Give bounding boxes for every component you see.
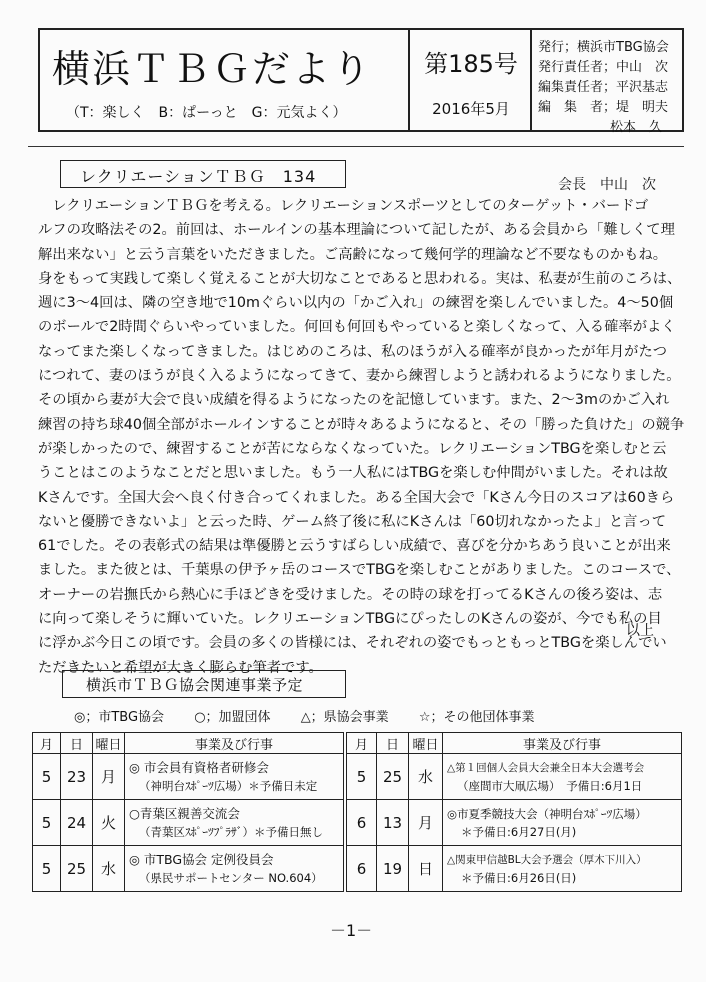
- cell-event: [125, 800, 344, 846]
- legend-other: ☆；その他団体事業: [418, 710, 535, 725]
- header-divider: [28, 146, 684, 147]
- col-weekday: 曜日: [93, 733, 125, 754]
- col-weekday: 曜日: [409, 733, 443, 754]
- cell-weekday: 月: [409, 800, 443, 846]
- article-line: に浮かぶ今日この頃です。会員の多くの皆様には、それぞれの姿でもっともっとTBGを楽しんでい: [38, 635, 667, 652]
- article-line: ルフの攻略法その2。前回は、ホールインの基本理論について記したが、ある会員から「難しくて理: [38, 222, 675, 239]
- cell-month: 5: [33, 846, 61, 892]
- credit-publisher: 発行；横浜市TBG協会: [538, 40, 669, 55]
- table-row: [33, 800, 344, 846]
- table-row: [347, 754, 682, 800]
- article-line: 61でした。その表彰式の結果は準優勝と云うすばらしい成績で、喜びを分かちあう良いことが出来: [38, 538, 671, 555]
- credit-editor: 編 集 者；堤 明夫: [538, 100, 669, 115]
- cell-day: 25: [377, 754, 409, 800]
- legend-city: ◎；市TBG協会: [74, 710, 165, 725]
- col-event: 事業及び行事: [443, 733, 682, 754]
- cell-day: 23: [61, 754, 93, 800]
- event-title: △第１回個人会員大会兼全日本大会選考会: [447, 761, 645, 774]
- article-line: 週に3～4回は、隣の空き地で10mぐらい以内の「かご入れ」の練習を楽しんでいました。4～50個: [38, 295, 674, 312]
- table-row: [33, 754, 344, 800]
- page-number: －1－: [330, 921, 373, 940]
- cell-event: [125, 846, 344, 892]
- cell-weekday: 水: [409, 754, 443, 800]
- event-detail: ＊予備日:6月26日(日): [461, 870, 577, 885]
- event-title: △関東甲信越BL大会予選会（厚木下川入）: [447, 853, 647, 866]
- article-line: に向って楽しそうに輝いていた。レクリエーションTBGにぴったしのKさんの姿が、今でも私の目: [38, 611, 662, 628]
- legend-member-group: ○；加盟団体: [194, 710, 271, 725]
- cell-month: 5: [33, 754, 61, 800]
- cell-month: 6: [347, 846, 377, 892]
- schedule-table-left: [32, 732, 344, 892]
- event-title: ○青葉区親善交流会: [129, 805, 240, 821]
- cell-event: [443, 754, 682, 800]
- article-line: ました。また彼とは、千葉県の伊予ヶ岳のコースでTBGを楽しむことがありました。このコースで、: [38, 562, 681, 579]
- schedule-title: 横浜市ＴＢＧ協会関連事業予定: [86, 676, 304, 694]
- article-line: 解出来ない」と云う言葉をいただきました。ご高齢になって幾何学的理論など不要なものかもね。: [38, 246, 668, 263]
- event-title: ◎ 市会員有資格者研修会: [129, 759, 269, 775]
- article-line: Kさんです。全国大会へ良く付き合ってくれました。ある全国大会で「Kさん今日のスコアは60きら: [38, 489, 675, 506]
- table-row: [347, 846, 682, 892]
- article-line: うことはこのようなことだと思いました。もう一人私にはTBGを楽しむ仲間がいました。それは故: [38, 465, 668, 482]
- cell-month: 5: [347, 754, 377, 800]
- credit-editor-in-chief: 編集責任者；平沢基志: [538, 80, 669, 95]
- article-line: なってまた楽しくなってきました。はじめのころは、私のほうが入る確率が良かったが年月がたつ: [38, 343, 668, 360]
- event-detail: ＊予備日:6月27日(月): [461, 824, 577, 839]
- col-event: 事業及び行事: [125, 733, 344, 754]
- cell-month: 5: [33, 800, 61, 846]
- article-line: につれて、妻のほうが良く入るようになってきて、妻から練習しようと誘われるようになりました。: [38, 368, 681, 385]
- cell-day: 13: [377, 800, 409, 846]
- cell-day: 25: [61, 846, 93, 892]
- table-header-row: [347, 733, 682, 754]
- event-title: ◎市夏季競技大会（神明台ｽﾎﾟｰﾂ広場）: [447, 806, 647, 821]
- article-line: ただきたいと希望が大きく膨らむ筆者です。: [38, 659, 323, 676]
- credit-editor-2: 松本 久: [610, 120, 663, 135]
- schedule-table-right: [346, 732, 682, 892]
- credit-publishing-manager: 発行責任者；中山 次: [538, 60, 669, 75]
- table-row: [347, 800, 682, 846]
- issue-number: 第185号: [424, 50, 518, 78]
- article-author: 会長 中山 次: [558, 177, 656, 193]
- article-line: のボールで2時間ぐらいやっていました。何回も何回もやっていると楽しくなって、入る確率がよく: [38, 319, 676, 336]
- event-detail: （座間市大凧広場） 予備日:6月1日: [457, 778, 643, 793]
- article-line: その頃から妻が大会で良い成績を得るようになったのを記憶しています。また、2～3mのかご入れ: [38, 392, 670, 409]
- cell-event: [443, 846, 682, 892]
- schedule-legend: [74, 706, 560, 725]
- article-line: 身をもって実践して楽しく覚えることが大切なことであると思われる。実は、私妻が生前のころは、: [38, 270, 682, 287]
- cell-day: 24: [61, 800, 93, 846]
- event-detail: （神明台ｽﾎﾟｰﾂ広場）＊予備日未定: [139, 778, 318, 793]
- cell-event: [443, 800, 682, 846]
- table-row: [33, 846, 344, 892]
- masthead-title: 横浜ＴＢＧだより: [52, 47, 373, 91]
- col-day: 日: [377, 733, 409, 754]
- event-detail: （県民サポートセンター NO.604）: [139, 870, 323, 885]
- col-month: 月: [33, 733, 61, 754]
- article-body: [38, 194, 685, 680]
- cell-day: 19: [377, 846, 409, 892]
- cell-weekday: 日: [409, 846, 443, 892]
- article-line: レクリエーションＴＢＧを考える。レクリエーションスポーツとしてのターゲット・バードゴ: [38, 198, 649, 214]
- masthead-tagline: （T：楽しく B：ぱーっと G：元気よく）: [66, 105, 347, 121]
- event-detail: （青葉区ｽﾎﾟｰﾂﾌﾟﾗｻﾞ）＊予備日無し: [139, 824, 323, 839]
- article-closing: 以上: [626, 623, 654, 639]
- cell-event: [125, 754, 344, 800]
- cell-weekday: 水: [93, 846, 125, 892]
- cell-weekday: 火: [93, 800, 125, 846]
- article-title: レクリエーションＴＢＧ 134: [80, 167, 317, 186]
- cell-month: 6: [347, 800, 377, 846]
- legend-prefecture: △；県協会事業: [300, 710, 389, 725]
- col-month: 月: [347, 733, 377, 754]
- cell-weekday: 月: [93, 754, 125, 800]
- event-title: ◎ 市TBG協会 定例役員会: [129, 851, 274, 867]
- table-header-row: [33, 733, 344, 754]
- col-day: 日: [61, 733, 93, 754]
- article-line: オーナーの岩撫氏から熱心に手ほどきを受けました。その時の球を打ってるKさんの後ろ姿は、志: [38, 586, 663, 603]
- article-line: が楽しかったので、練習することが苦にならなくなっていた。レクリエーションTBGを楽しむと云: [38, 440, 667, 457]
- issue-date: 2016年5月: [432, 100, 510, 118]
- article-line: 練習の持ち球40個全部がホールインすることが時々あるようになると、その「勝った負けた」の競争: [38, 416, 685, 433]
- article-line: ないと優勝できないよ」と云った時、ゲーム終了後に私にKさんは「60切れなかったよ」と言って: [38, 513, 667, 530]
